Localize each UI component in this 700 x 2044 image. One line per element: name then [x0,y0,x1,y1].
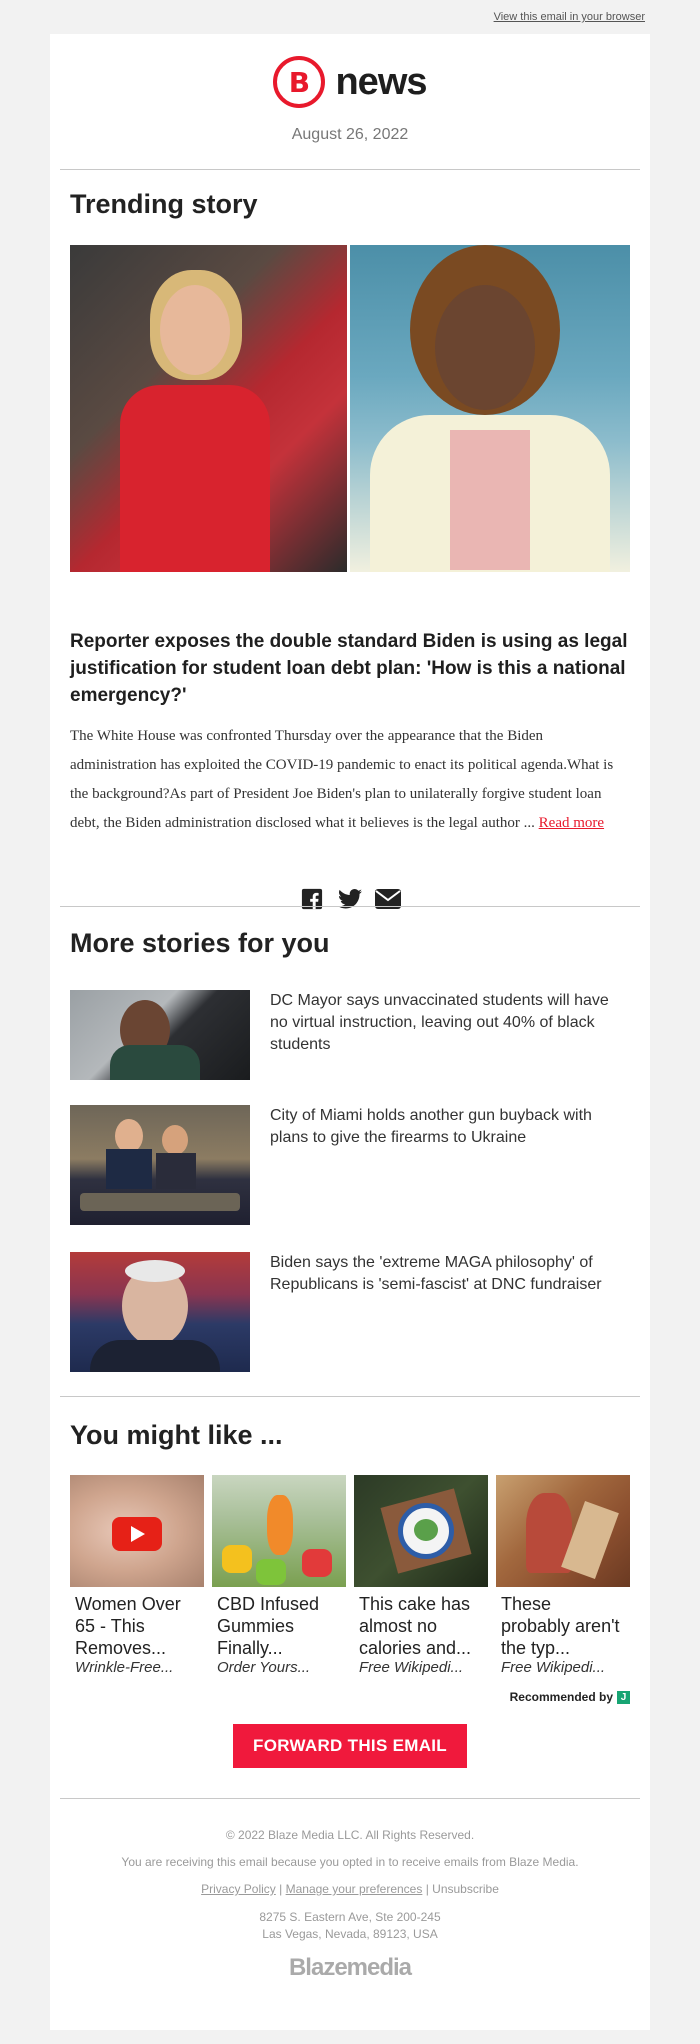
unsubscribe-link[interactable]: Unsubscribe [432,1882,499,1896]
you-might-like-section-title: You might like ... [70,1420,283,1450]
story-thumbnail[interactable] [70,1252,250,1372]
more-stories-section-title: More stories for you [70,928,330,958]
reporter-photo [70,245,347,572]
recommendation-item[interactable]: These probably aren't the typ... Free Wikipedi... [496,1475,630,1676]
trending-headline-link[interactable]: Reporter exposes the double standard Biden is using as legal justification for student loan debt plan: 'How is this a national emergency?' [70,631,628,706]
story-title-link[interactable]: DC Mayor says unvaccinated students will have no virtual instruction, leaving out 40% of black students [270,992,609,1053]
list-item[interactable] [70,1105,630,1225]
story-title-link[interactable]: Biden says the 'extreme MAGA philosophy' of Republicans is 'semi-fascist' at DNC fundraiser [270,1254,602,1293]
story-thumbnail[interactable] [70,1105,250,1225]
divider [60,1798,640,1799]
address-line-2: Las Vegas, Nevada, 89123, USA [262,1927,438,1941]
recommendation-item[interactable]: Women Over 65 - This Removes... Wrinkle-Free... [70,1475,204,1676]
share-bar [50,886,650,912]
divider [60,1396,640,1397]
trending-excerpt [70,722,630,838]
blaze-news-logo[interactable] [50,54,650,110]
opt-in-text: You are receiving this email because you opted in to receive emails from Blaze Media. [121,1855,579,1869]
recommender-logo-icon: J [617,1691,630,1704]
blaze-media-logo[interactable]: Blazemedia [288,1954,412,1981]
trending-section-title: Trending story [70,189,258,219]
recommendations-row [70,1475,630,1676]
blaze-logo-icon: B [273,56,325,108]
email-card [50,34,650,2030]
story-thumbnail[interactable] [70,990,250,1080]
footer-links: Privacy Policy | Manage your preferences | Unsubscribe [201,1882,499,1896]
address-line-1: 8275 S. Eastern Ave, Ste 200-245 [259,1910,441,1924]
manage-preferences-link[interactable]: Manage your preferences [285,1882,423,1896]
recommendation-item[interactable]: CBD Infused Gummies Finally... Order Yours... [212,1475,346,1676]
recommended-by-widget[interactable] [510,1690,630,1704]
read-more-link[interactable]: Read more [538,815,605,831]
story-title-link[interactable]: City of Miami holds another gun buyback with plans to give the firearms to Ukraine [270,1107,592,1146]
divider [60,906,640,907]
facebook-icon[interactable] [299,886,325,912]
forward-email-button[interactable]: FORWARD THIS EMAIL [233,1724,467,1768]
view-in-browser-link[interactable]: View this email in your browser [493,11,645,23]
top-bar [0,0,700,34]
recommendation-image[interactable] [354,1475,488,1587]
list-item[interactable] [70,1252,630,1372]
privacy-policy-link[interactable]: Privacy Policy [201,1882,276,1896]
recommendation-image[interactable] [70,1475,204,1587]
recommendation-image[interactable] [496,1475,630,1587]
press-secretary-photo [350,245,630,572]
trending-story-image[interactable] [70,245,630,572]
divider [60,169,640,170]
copyright-text: © 2022 Blaze Media LLC. All Rights Reserved. [225,1828,475,1842]
email-icon[interactable] [375,886,401,912]
recommendation-image[interactable] [212,1475,346,1587]
recommendation-item[interactable]: This cake has almost no calories and... Free Wikipedi... [354,1475,488,1676]
list-item[interactable] [70,990,630,1080]
logo-wordmark: news [335,60,427,103]
play-button-icon[interactable] [112,1517,162,1551]
issue-date: August 26, 2022 [291,126,409,143]
recommended-by-label: Recommended by [509,1690,613,1704]
excerpt-text: The White House was confronted Thursday over the appearance that the Biden administration has exploited the COVID-19 pandemic to enact its political agenda.What is the background?As part of President Joe Biden's plan to unilaterally forgive student loan debt, the Biden administration disclosed what it believes is the legal author ... [70,728,614,831]
twitter-icon[interactable] [337,886,363,912]
